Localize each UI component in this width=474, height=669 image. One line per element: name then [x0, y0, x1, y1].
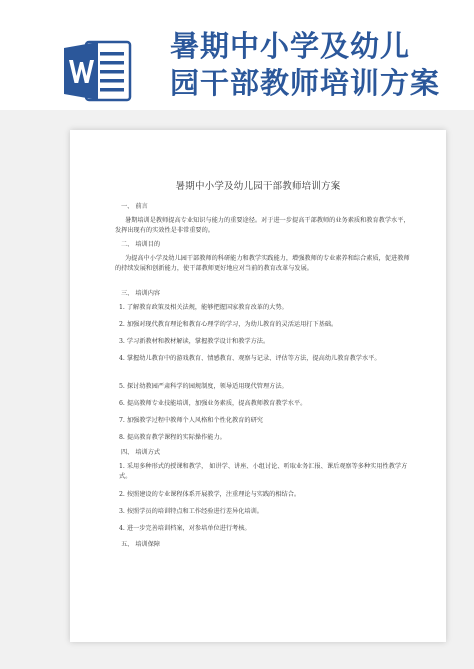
- list-item: 4. 进一步完善培训档案，对参培单位进行考核。: [119, 525, 251, 532]
- paragraph: 为提高中小学及幼儿园干部教师的科研能力和教学实践能力，增强教师的专业素养和综合素质，促进教师的持续发展和创新能力，使干部教师更好地应对当前的教育改革与发展。: [115, 255, 410, 272]
- list-item: 6. 提高教师专业技能培训，加强业务素质，提高教师教育教学水平。: [119, 400, 307, 407]
- document-title: 暑期中小学及幼儿园干部教师培训方案: [175, 181, 341, 192]
- section-heading: 四、 培训方式: [121, 449, 161, 456]
- section-heading: 三、 培训内容: [121, 290, 161, 297]
- list-item: 2. 按照建设的专业课程体系开展教学，注重理论与实践的相结合。: [119, 491, 301, 498]
- list-item: 7. 加强教学过程中教师个人风格和个性化教育的研究: [119, 417, 263, 424]
- list-item: 5. 探讨幼教园严肃科学的园规制度，领导适用现代管理方法。: [119, 383, 288, 390]
- word-icon: [62, 38, 134, 104]
- banner-title-line-2: 园干部教师培训方案: [170, 66, 441, 100]
- section-heading: 二、 培训目的: [121, 241, 161, 248]
- section-heading: 一、 前言: [121, 203, 148, 210]
- paragraph: 暑期培训是教师提高专业知识与能力的重要途径。对于进一步提高干部教师的业务素质和教育教学水平，发挥出现有的实效性是非常重要的。: [115, 217, 410, 234]
- list-item: 3. 学习新教材和教材解读，掌握教学设计和教学方法。: [119, 338, 270, 345]
- list-item: 8. 提高教育教学课程的实际操作能力。: [119, 434, 226, 441]
- banner-title-line-1: 暑期中小学及幼儿: [170, 29, 411, 63]
- header-banner: [0, 0, 474, 110]
- list-item: 4. 掌握幼儿教育中的游戏教育、情感教育、观察与记录、评估等方法，提高幼儿教育教学水平。: [119, 355, 381, 362]
- list-item: 2. 加强对现代教育理论和教育心理学的学习，为幼儿教育的灵活运用打下基础。: [119, 321, 338, 328]
- list-item: 1. 了解教育政策及相关法规，能够把握国家教育改革的大势。: [119, 304, 288, 311]
- list-item: 1. 采用多种形式的授课和教学， 如讲学、讲座、小组讨论、听取业务汇报、课后观察等多种实用性教学方式。: [119, 463, 408, 480]
- document-page: [70, 130, 446, 642]
- banner-title: [170, 28, 470, 102]
- list-item: 3. 按照学员的培训特点和工作经验进行差异化培训。: [119, 508, 263, 515]
- section-heading: 五、 培训保障: [121, 541, 161, 548]
